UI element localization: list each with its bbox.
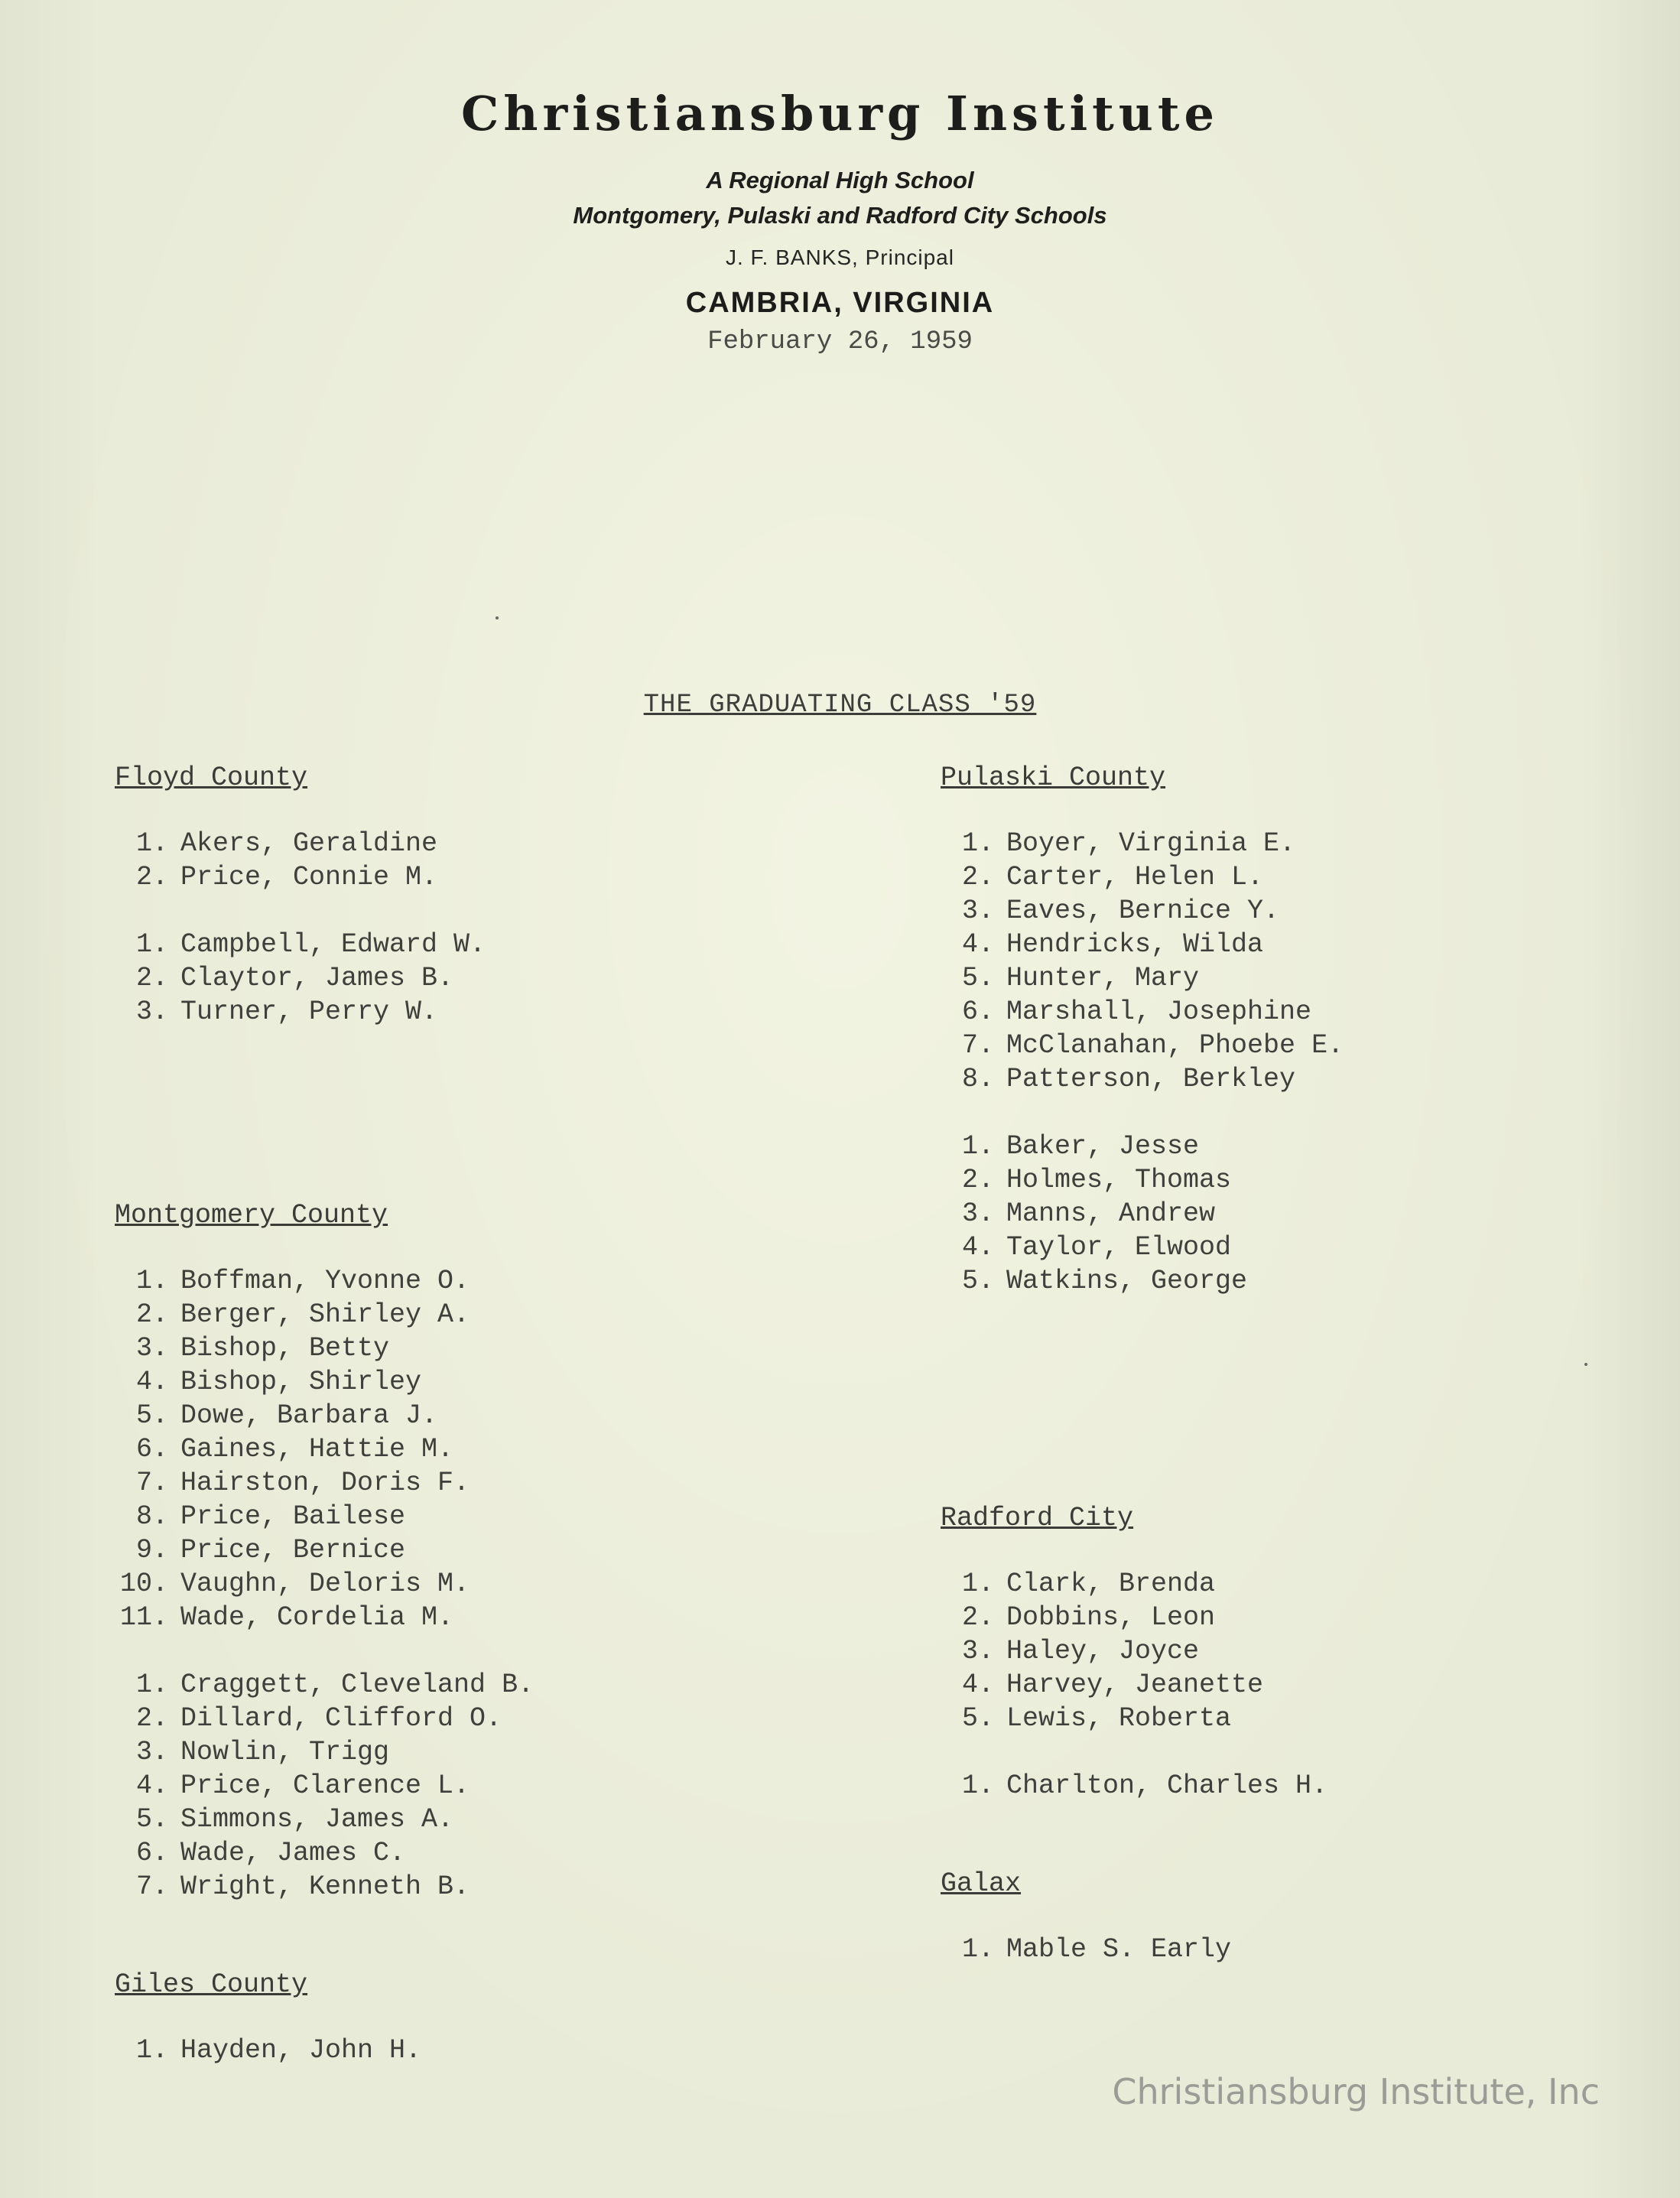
item-number: 5. — [961, 1703, 994, 1734]
section-heading: Radford City — [941, 1503, 1134, 1533]
item-number: 1. — [961, 1934, 994, 1965]
student-name: Hayden, John H. — [180, 2035, 422, 2066]
student-name: Wade, Cordelia M. — [180, 1602, 454, 1633]
name-list — [941, 827, 1344, 1096]
item-number: 2. — [135, 963, 168, 993]
student-name: Taylor, Elwood — [1006, 1232, 1232, 1263]
list-item — [115, 1803, 534, 1836]
student-name: Marshall, Josephine — [1006, 997, 1312, 1027]
watermark-text: Christiansburg Institute, Inc — [1112, 2071, 1600, 2112]
list-item — [115, 1702, 534, 1735]
item-number: 3. — [135, 1333, 168, 1364]
item-number: 5. — [961, 1266, 994, 1296]
item-number: 3. — [961, 1636, 994, 1666]
item-number: 6. — [961, 997, 994, 1027]
item-number: 7. — [135, 1871, 168, 1902]
student-name: Akers, Geraldine — [180, 828, 438, 859]
section-heading: Galax — [941, 1868, 1022, 1899]
item-number: 1. — [961, 1569, 994, 1599]
letterhead-subtitle-school: A Regional High School — [706, 167, 974, 194]
list-item — [115, 2034, 534, 2067]
list-item — [941, 894, 1344, 928]
item-number: 4. — [961, 1232, 994, 1263]
student-name: Hairston, Doris F. — [180, 1468, 470, 1498]
section-heading: Floyd County — [115, 762, 308, 793]
list-item — [941, 1231, 1344, 1264]
section-heading: Giles County — [115, 1969, 308, 2000]
student-name: Turner, Perry W. — [180, 997, 438, 1027]
left-column — [115, 761, 534, 2067]
section-pulaski-county — [941, 761, 1344, 1298]
item-number: 1. — [961, 1131, 994, 1162]
item-number: 2. — [135, 1703, 168, 1734]
section-floyd-county — [115, 761, 534, 1029]
list-item — [115, 1298, 534, 1331]
item-number: 4. — [135, 1770, 168, 1801]
item-number: 1. — [961, 1770, 994, 1801]
item-number: 4. — [961, 1670, 994, 1700]
item-number: 2. — [961, 1602, 994, 1633]
list-item — [941, 995, 1344, 1029]
letter-date: February 26, 1959 — [707, 327, 973, 357]
item-number: 3. — [135, 1737, 168, 1767]
list-item — [941, 827, 1344, 860]
item-number: 10. — [119, 1569, 168, 1599]
list-item — [115, 995, 534, 1029]
name-list — [941, 1567, 1344, 1735]
item-number: 5. — [135, 1400, 168, 1431]
letterhead-principal: J. F. BANKS, Principal — [726, 245, 954, 270]
list-item — [115, 1399, 534, 1432]
student-name: Price, Clarence L. — [180, 1770, 470, 1801]
list-item — [941, 1062, 1344, 1096]
list-item — [941, 1130, 1344, 1163]
item-number: 2. — [961, 862, 994, 893]
list-item — [115, 1466, 534, 1500]
student-name: Haley, Joyce — [1006, 1636, 1200, 1666]
list-item — [115, 1264, 534, 1298]
list-item — [941, 1769, 1344, 1803]
section-montgomery-county — [115, 1198, 534, 1904]
list-item — [115, 1836, 534, 1870]
list-item — [115, 860, 534, 894]
paper-speck — [496, 616, 499, 619]
student-name: Lewis, Roberta — [1006, 1703, 1232, 1734]
list-item — [115, 1870, 534, 1904]
student-name: Clark, Brenda — [1006, 1569, 1216, 1599]
name-list — [115, 1264, 534, 1634]
student-name: Eaves, Bernice Y. — [1006, 896, 1280, 926]
student-name: Mable S. Early — [1006, 1934, 1232, 1965]
item-number: 5. — [961, 963, 994, 993]
name-list — [115, 2034, 534, 2067]
student-name: Price, Bernice — [180, 1535, 406, 1566]
list-item — [941, 1933, 1344, 1966]
student-name: Dillard, Clifford O. — [180, 1703, 502, 1734]
list-item — [941, 1163, 1344, 1197]
section-giles-county — [115, 1968, 534, 2067]
item-number: 8. — [135, 1501, 168, 1532]
list-item — [941, 1634, 1344, 1668]
student-name: Wright, Kenneth B. — [180, 1871, 470, 1902]
item-number: 11. — [119, 1602, 168, 1633]
item-number: 9. — [135, 1535, 168, 1566]
name-list — [941, 1130, 1344, 1298]
student-name: Nowlin, Trigg — [180, 1737, 390, 1767]
item-number: 6. — [135, 1838, 168, 1868]
list-item — [941, 1601, 1344, 1634]
student-name: Patterson, Berkley — [1006, 1064, 1296, 1094]
letterhead-subtitle-districts: Montgomery, Pulaski and Radford City Schools — [573, 202, 1107, 229]
student-name: Bishop, Shirley — [180, 1367, 422, 1397]
item-number: 1. — [135, 2035, 168, 2066]
student-name: Vaughn, Deloris M. — [180, 1569, 470, 1599]
item-number: 2. — [135, 1299, 168, 1330]
student-name: Hendricks, Wilda — [1006, 929, 1264, 960]
student-name: Baker, Jesse — [1006, 1131, 1200, 1162]
item-number: 6. — [135, 1434, 168, 1465]
student-name: Boffman, Yvonne O. — [180, 1266, 470, 1296]
item-number: 1. — [135, 929, 168, 960]
student-name: Claytor, James B. — [180, 963, 454, 993]
list-item — [941, 928, 1344, 961]
student-name: Berger, Shirley A. — [180, 1299, 470, 1330]
item-number: 4. — [135, 1367, 168, 1397]
item-number: 1. — [135, 828, 168, 859]
item-number: 7. — [961, 1030, 994, 1061]
list-item — [115, 961, 534, 995]
list-item — [941, 961, 1344, 995]
document-title: THE GRADUATING CLASS '59 — [643, 691, 1037, 720]
student-name: Holmes, Thomas — [1006, 1165, 1232, 1195]
letterhead — [0, 88, 1680, 356]
item-number: 1. — [961, 828, 994, 859]
list-item — [115, 1668, 534, 1702]
item-number: 7. — [135, 1468, 168, 1498]
student-name: Simmons, James A. — [180, 1804, 454, 1835]
item-number: 1. — [135, 1266, 168, 1296]
student-name: McClanahan, Phoebe E. — [1006, 1030, 1344, 1061]
list-item — [941, 1668, 1344, 1702]
name-list — [115, 827, 534, 894]
letterhead-city: CAMBRIA, VIRGINIA — [685, 287, 995, 320]
list-item — [115, 928, 534, 961]
student-name: Price, Connie M. — [180, 862, 438, 893]
student-name: Campbell, Edward W. — [180, 929, 486, 960]
item-number: 2. — [135, 862, 168, 893]
item-number: 1. — [135, 1670, 168, 1700]
list-item — [115, 1500, 534, 1533]
item-number: 3. — [135, 997, 168, 1027]
list-item — [115, 1365, 534, 1399]
list-item — [941, 1567, 1344, 1601]
student-name: Harvey, Jeanette — [1006, 1670, 1264, 1700]
list-item — [941, 1197, 1344, 1231]
list-item — [115, 1769, 534, 1803]
list-item — [115, 1533, 534, 1567]
list-item — [115, 1601, 534, 1634]
student-name: Manns, Andrew — [1006, 1198, 1216, 1229]
item-number: 2. — [961, 1165, 994, 1195]
paper-speck — [1584, 1363, 1587, 1366]
student-name: Dobbins, Leon — [1006, 1602, 1216, 1633]
student-name: Boyer, Virginia E. — [1006, 828, 1296, 859]
item-number: 3. — [961, 1198, 994, 1229]
student-name: Watkins, George — [1006, 1266, 1248, 1296]
item-number: 8. — [961, 1064, 994, 1094]
student-name: Price, Bailese — [180, 1501, 406, 1532]
list-item — [941, 1264, 1344, 1298]
list-item — [115, 1735, 534, 1769]
student-name: Hunter, Mary — [1006, 963, 1200, 993]
student-name: Bishop, Betty — [180, 1333, 390, 1364]
institution-name: Christiansburg Institute — [461, 86, 1219, 141]
name-list — [941, 1933, 1344, 1966]
section-heading: Pulaski County — [941, 762, 1166, 793]
list-item — [115, 1567, 534, 1601]
name-list — [115, 1668, 534, 1904]
name-list — [115, 928, 534, 1029]
name-list — [941, 1769, 1344, 1803]
student-name: Dowe, Barbara J. — [180, 1400, 438, 1431]
section-radford-city — [941, 1501, 1344, 1803]
list-item — [941, 1029, 1344, 1062]
list-item — [115, 827, 534, 860]
item-number: 4. — [961, 929, 994, 960]
list-item — [115, 1432, 534, 1466]
student-name: Gaines, Hattie M. — [180, 1434, 454, 1465]
student-name: Carter, Helen L. — [1006, 862, 1264, 893]
section-heading: Montgomery County — [115, 1200, 388, 1231]
student-name: Charlton, Charles H. — [1006, 1770, 1328, 1801]
student-name: Craggett, Cleveland B. — [180, 1670, 535, 1700]
list-item — [115, 1331, 534, 1365]
list-item — [941, 1702, 1344, 1735]
item-number: 5. — [135, 1804, 168, 1835]
section-galax — [941, 1867, 1344, 1966]
item-number: 3. — [961, 896, 994, 926]
right-column — [941, 761, 1344, 1966]
list-item — [941, 860, 1344, 894]
student-name: Wade, James C. — [180, 1838, 406, 1868]
